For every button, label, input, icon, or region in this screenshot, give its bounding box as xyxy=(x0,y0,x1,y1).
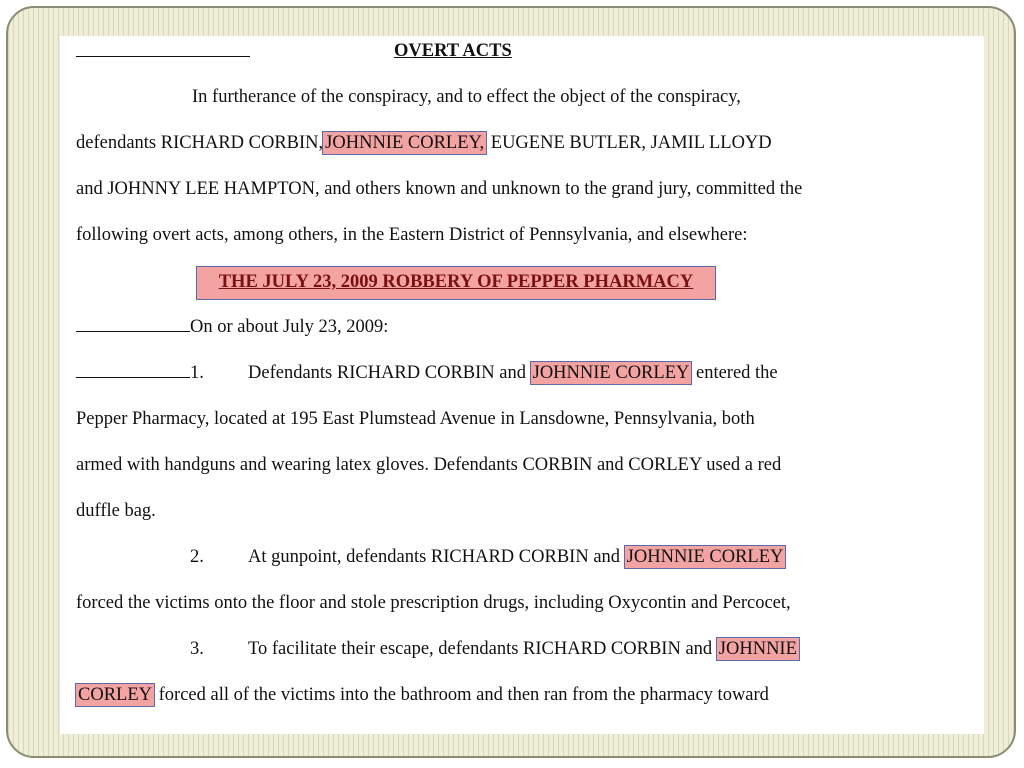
act-1-line-1 xyxy=(76,362,778,384)
intro-line-2 xyxy=(76,132,772,154)
slide-frame xyxy=(6,6,1016,758)
blank-rule xyxy=(76,316,190,332)
act-3-number: 3. xyxy=(190,639,204,659)
act-1-line-3: armed with handguns and wearing latex gloves. Defendants CORBIN and CORLEY used a red xyxy=(76,455,782,475)
highlight-defendant-name: JOHNNIE CORLEY xyxy=(532,363,690,383)
highlight-defendant-name: JOHNNIE CORLEY xyxy=(626,547,784,567)
intro-line-2-rest: EUGENE BUTLER, JAMIL LLOYD xyxy=(490,133,772,153)
act-3-line-2 xyxy=(76,684,769,706)
highlight-defendant-name: JOHNNIE CORLEY, xyxy=(325,133,485,153)
act-1-text: Defendants RICHARD CORBIN and xyxy=(248,363,526,383)
act-3-text: To facilitate their escape, defendants RICHARD CORBIN and xyxy=(248,639,713,659)
act-2-text: At gunpoint, defendants RICHARD CORBIN and xyxy=(248,547,621,567)
act-2-line-2: forced the victims onto the floor and stole prescription drugs, including Oxycontin and Percocet, xyxy=(76,593,791,613)
intro-line-2-text: defendants RICHARD CORBIN, xyxy=(76,133,324,153)
blank-rule xyxy=(76,362,190,378)
date-line xyxy=(76,316,388,338)
heading-line xyxy=(76,41,250,63)
page-title: OVERT ACTS xyxy=(394,41,512,61)
act-2-number: 2. xyxy=(190,547,204,567)
act-2-line-1 xyxy=(190,546,785,568)
act-1-line-2: Pepper Pharmacy, located at 195 East Plumstead Avenue in Lansdowne, Pennsylvania, both xyxy=(76,409,755,429)
intro-line-1: In furtherance of the conspiracy, and to effect the object of the conspiracy, xyxy=(192,87,741,107)
intro-line-4: following overt acts, among others, in the Eastern District of Pennsylvania, and elsewhere: xyxy=(76,225,748,245)
act-3-text-rest: forced all of the victims into the bathroom and then ran from the pharmacy toward xyxy=(158,685,769,705)
act-1-number: 1. xyxy=(190,363,204,383)
highlight-defendant-name: JOHNNIE xyxy=(718,639,797,659)
section-title: THE JULY 23, 2009 ROBBERY OF PEPPER PHARMACY xyxy=(196,266,716,300)
act-3-line-1 xyxy=(190,638,799,660)
document-page xyxy=(60,36,984,734)
date-line-text: On or about July 23, 2009: xyxy=(190,317,389,337)
blank-rule xyxy=(76,41,250,57)
act-1-text-rest: entered the xyxy=(695,363,778,383)
intro-line-3: and JOHNNY LEE HAMPTON, and others known and unknown to the grand jury, committed the xyxy=(76,179,803,199)
highlight-defendant-name: CORLEY xyxy=(78,685,152,705)
act-1-line-4: duffle bag. xyxy=(76,501,156,521)
